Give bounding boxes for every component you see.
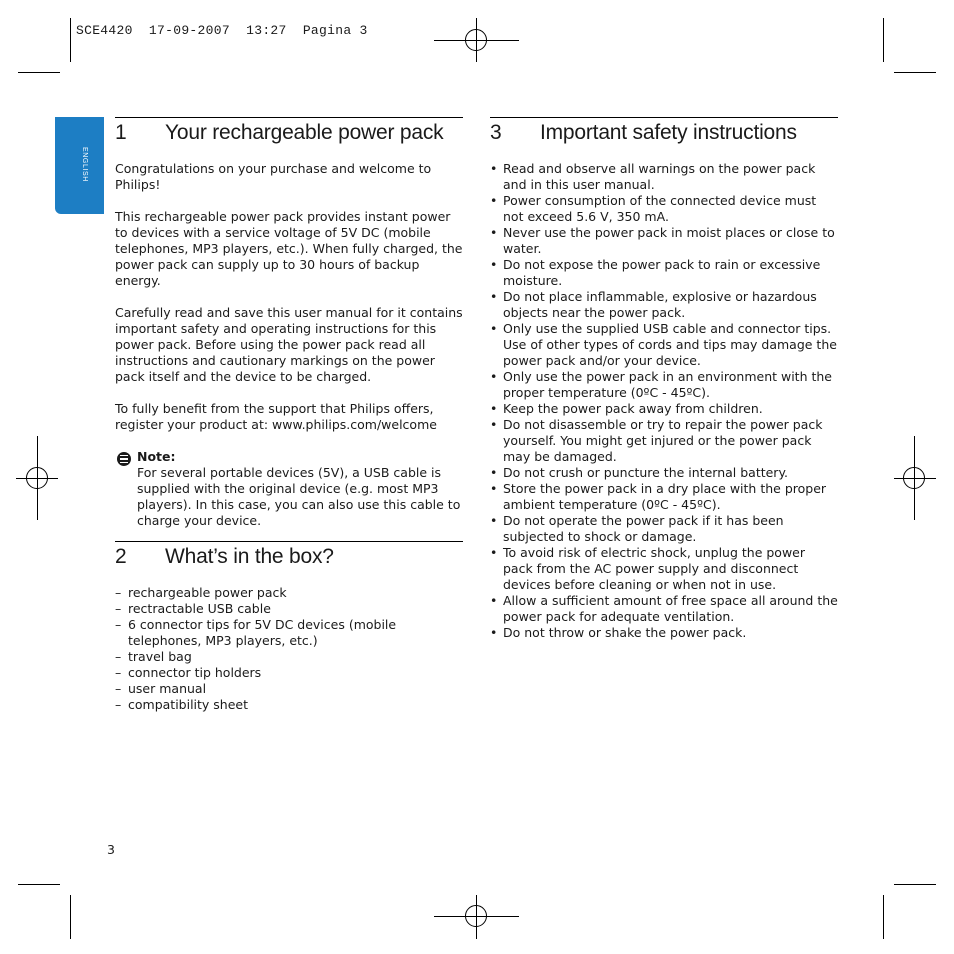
section3-title: Important safety instructions	[540, 121, 797, 144]
print-header: SCE4420 17-09-2007 13:27 Pagina 3	[76, 23, 368, 38]
crop-mark	[18, 72, 60, 73]
note-text: For several portable devices (5V), a USB cable is supplied with the original device (e.g. most MP3 players). In this case, you can also use this cable to charge your device.	[137, 465, 461, 528]
note-icon	[117, 452, 131, 466]
list-item: • Do not expose the power pack to rain or excessive moisture.	[490, 257, 838, 289]
section2-title: What’s in the box?	[165, 545, 334, 568]
list-item: – compatibility sheet	[115, 697, 463, 713]
list-item: • Do not throw or shake the power pack.	[490, 625, 838, 641]
crop-mark	[70, 895, 71, 939]
page-number: 3	[107, 842, 115, 857]
list-item: • Allow a sufficient amount of free space all around the power pack for adequate ventilation.	[490, 593, 838, 625]
safety-instructions-list	[490, 161, 838, 641]
section3-heading	[490, 121, 838, 149]
list-item: • Keep the power pack away from children.	[490, 401, 838, 417]
list-item: • Store the power pack in a dry place with the proper ambient temperature (0ºC - 45ºC).	[490, 481, 838, 513]
right-column	[490, 117, 838, 641]
section2-heading	[115, 545, 463, 573]
list-item: • Do not crush or puncture the internal battery.	[490, 465, 838, 481]
intro-paragraph: This rechargeable power pack provides instant power to devices with a service voltage of 5V DC (mobile telephones, MP3 players, etc.). When fully charged, the power pack can supply up to 30 hours of backup energy.	[115, 209, 463, 288]
crop-mark	[894, 884, 936, 885]
crop-mark	[883, 18, 884, 62]
language-tab	[55, 117, 104, 214]
section1-number: 1	[115, 121, 127, 144]
section1-title: Your rechargeable power pack	[165, 121, 444, 144]
list-item: • Do not operate the power pack if it has been subjected to shock or damage.	[490, 513, 838, 545]
list-item: • Power consumption of the connected device must not exceed 5.6 V, 350 mA.	[490, 193, 838, 225]
list-item: – connector tip holders	[115, 665, 463, 681]
list-item: – user manual	[115, 681, 463, 697]
language-tab-label: ENGLISH	[81, 147, 88, 182]
list-item: – rectractable USB cable	[115, 601, 463, 617]
left-column	[115, 117, 463, 713]
list-item: • Do not disassemble or try to repair the power pack yourself. You might get injured or the power pack may be damaged.	[490, 417, 838, 465]
crop-mark	[894, 72, 936, 73]
list-item: • To avoid risk of electric shock, unplug the power pack from the AC power supply and disconnect devices before cleaning or when not in use.	[490, 545, 838, 593]
register-paragraph: To fully benefit from the support that Philips offers, register your product at: www.philips.com/welcome	[115, 401, 437, 432]
crop-mark	[883, 895, 884, 939]
list-item: • Never use the power pack in moist places or close to water.	[490, 225, 838, 257]
section-rule	[115, 117, 463, 118]
list-item: • Read and observe all warnings on the power pack and in this user manual.	[490, 161, 838, 193]
list-item: • Do not place inflammable, explosive or hazardous objects near the power pack.	[490, 289, 838, 321]
section3-number: 3	[490, 121, 502, 144]
list-item: • Only use the supplied USB cable and connector tips. Use of other types of cords and tips may damage the power pack and/or your device.	[490, 321, 838, 369]
note-box	[115, 449, 463, 529]
crop-mark	[18, 884, 60, 885]
section-rule	[490, 117, 838, 118]
list-item: – rechargeable power pack	[115, 585, 463, 601]
box-contents-list	[115, 585, 463, 713]
section-rule	[115, 541, 463, 542]
list-item: – 6 connector tips for 5V DC devices (mobile telephones, MP3 players, etc.)	[115, 617, 463, 649]
welcome-paragraph: Congratulations on your purchase and welcome to Philips!	[115, 161, 432, 192]
section2-number: 2	[115, 545, 127, 568]
list-item: • Only use the power pack in an environment with the proper temperature (0ºC - 45ºC).	[490, 369, 838, 401]
list-item: – travel bag	[115, 649, 463, 665]
crop-mark	[70, 18, 71, 62]
read-manual-paragraph: Carefully read and save this user manual for it contains important safety and operating instructions for this power pack. Before using the power pack read all instructions and cautionary markings on the power pack itself and the device to be charged.	[115, 305, 463, 384]
note-title: Note:	[137, 449, 176, 464]
section1-heading	[115, 121, 463, 149]
